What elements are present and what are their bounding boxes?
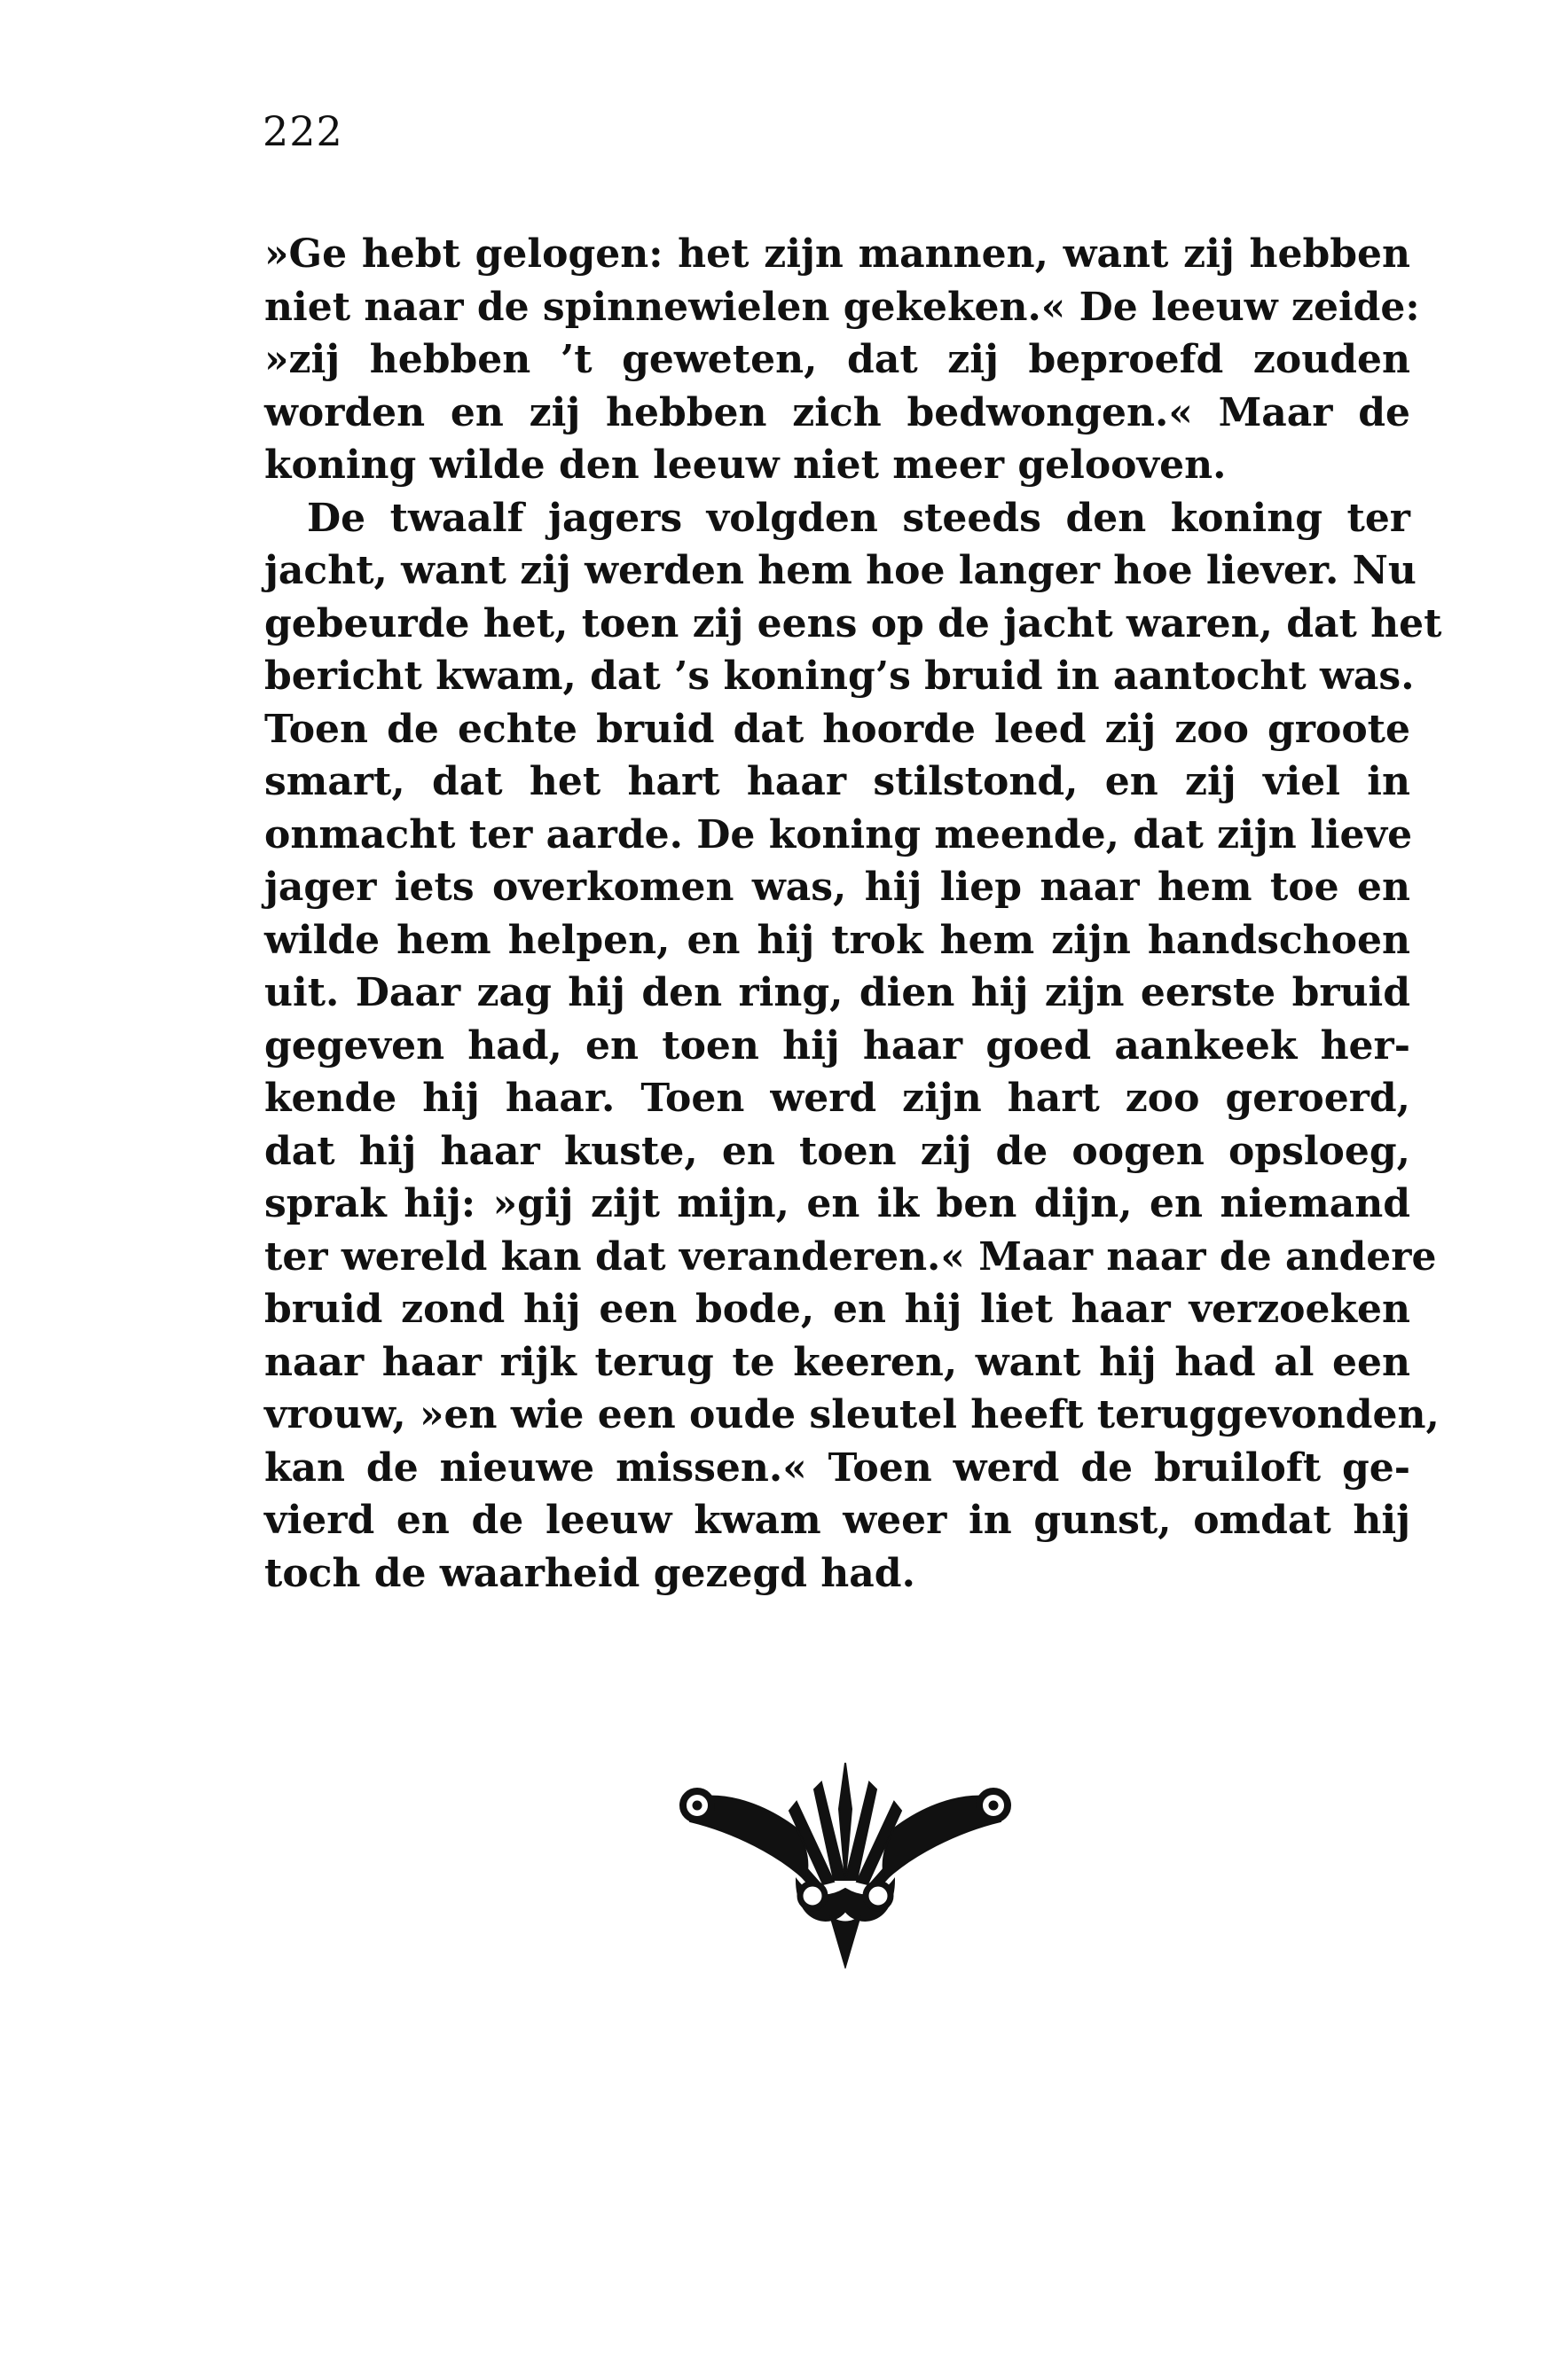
text-line: Toen de echte bruid dat hoorde leed zij zoo groote: [264, 706, 1410, 752]
text-line: »Ge hebt gelogen: het zijn mannen, want zij hebben: [264, 231, 1410, 277]
text-line: kan de nieuwe missen.« Toen werd de bruiloft ge-: [264, 1444, 1410, 1491]
text-line: »zij hebben ’t geweten, dat zij beproefd zouden: [264, 337, 1410, 382]
page-number: 222: [263, 107, 343, 155]
text-line: jager iets overkomen was, hij liep naar hem toe en: [264, 865, 1410, 910]
text-line: bruid zond hij een bode, en hij liet haar verzoeken: [264, 1287, 1410, 1332]
text-line: kende hij haar. Toen werd zijn hart zoo geroerd,: [264, 1076, 1410, 1121]
text-line: bericht kwam, dat ’s koning’s bruid in aantocht was.: [264, 654, 1415, 699]
text-line: worden en zij hebben zich bedwongen.« Maar de: [264, 389, 1410, 435]
text-line: toch de waarheid gezegd had.: [264, 1550, 915, 1596]
text-line: dat hij haar kuste, en toen zij de oogen opsloeg,: [264, 1128, 1410, 1174]
text-line: niet naar de spinnewielen gekeken.« De leeuw zeide:: [264, 284, 1420, 330]
text-line: jacht, want zij werden hem hoe langer hoe liever. Nu: [264, 548, 1417, 593]
text-line: naar haar rijk terug te keeren, want hij had al een: [264, 1339, 1410, 1385]
text-line: gebeurde het, toen zij eens op de jacht waren, dat het: [264, 600, 1442, 646]
palmette-tailpiece-icon: [663, 1747, 1027, 1969]
text-line: ter wereld kan dat veranderen.« Maar naar de andere: [264, 1233, 1437, 1280]
text-line: De twaalf jagers volgden steeds den koning ter: [307, 495, 1410, 541]
text-line: uit. Daar zag hij den ring, dien hij zijn eerste bruid: [264, 970, 1410, 1015]
text-line: gegeven had, en toen hij haar goed aankeek her-: [264, 1022, 1410, 1069]
text-line: smart, dat het hart haar stilstond, en zij viel in: [264, 759, 1410, 804]
body-text: [264, 228, 1442, 1600]
text-line: vrouw, »en wie een oude sleutel heeft teruggevonden,: [264, 1392, 1440, 1437]
text-line: wilde hem helpen, en hij trok hem zijn handschoen: [264, 917, 1410, 963]
text-line: sprak hij: »gij zijt mijn, en ik ben dijn, en niemand: [264, 1181, 1410, 1226]
text-line: onmacht ter aarde. De koning meende, dat zijn lieve: [264, 811, 1413, 857]
text-line: koning wilde den leeuw niet meer gelooven.: [264, 442, 1227, 488]
text-line: vierd en de leeuw kwam weer in gunst, omdat hij: [264, 1498, 1410, 1543]
